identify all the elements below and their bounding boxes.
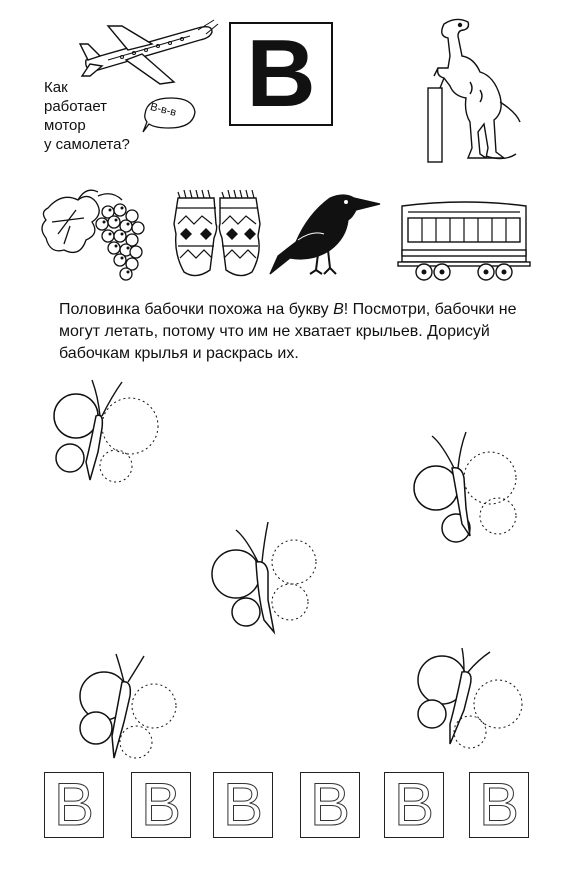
dotted-letter: B xyxy=(222,771,264,838)
caption-line: работает xyxy=(44,98,108,115)
big-letter: B xyxy=(246,20,316,127)
butterfly-drawing xyxy=(412,428,532,548)
dotted-letter: B xyxy=(478,771,520,838)
butterfly-drawing xyxy=(46,376,176,486)
task-instruction xyxy=(59,299,539,365)
letter-trace-box[interactable] xyxy=(44,772,104,838)
caption-line: у самолета? xyxy=(44,136,130,153)
crow-icon xyxy=(268,190,382,280)
plane-caption xyxy=(44,78,154,154)
dotted-letter: B xyxy=(309,771,351,838)
letter-trace-box[interactable] xyxy=(384,772,444,838)
butterfly-drawing xyxy=(210,516,330,636)
mittens-icon xyxy=(170,184,266,280)
task-letter: В xyxy=(333,301,344,318)
letter-trace-box[interactable] xyxy=(131,772,191,838)
camel-icon xyxy=(424,16,524,166)
caption-line: Как xyxy=(44,79,68,96)
letter-trace-box[interactable] xyxy=(469,772,529,838)
dotted-letter: B xyxy=(140,771,182,838)
grape-icon xyxy=(38,188,148,288)
butterfly-drawing xyxy=(74,650,204,770)
tram-car-icon xyxy=(398,200,530,282)
dotted-letter: B xyxy=(393,771,435,838)
task-text-start: Половинка бабочки похожа на букву xyxy=(59,301,334,318)
letter-trace-box[interactable] xyxy=(213,772,273,838)
caption-line: мотор xyxy=(44,117,86,134)
plane-sound: В-в-в xyxy=(148,100,178,120)
task-text-end: ! Посмотри, бабочки не могут летать, потому что им не хватает крыльев. Дорисуй бабочкам крылья и раскрась их. xyxy=(59,301,517,362)
letter-trace-box[interactable] xyxy=(300,772,360,838)
dotted-letter: B xyxy=(53,771,95,838)
butterfly-drawing xyxy=(408,644,538,764)
letter-card xyxy=(229,22,333,126)
